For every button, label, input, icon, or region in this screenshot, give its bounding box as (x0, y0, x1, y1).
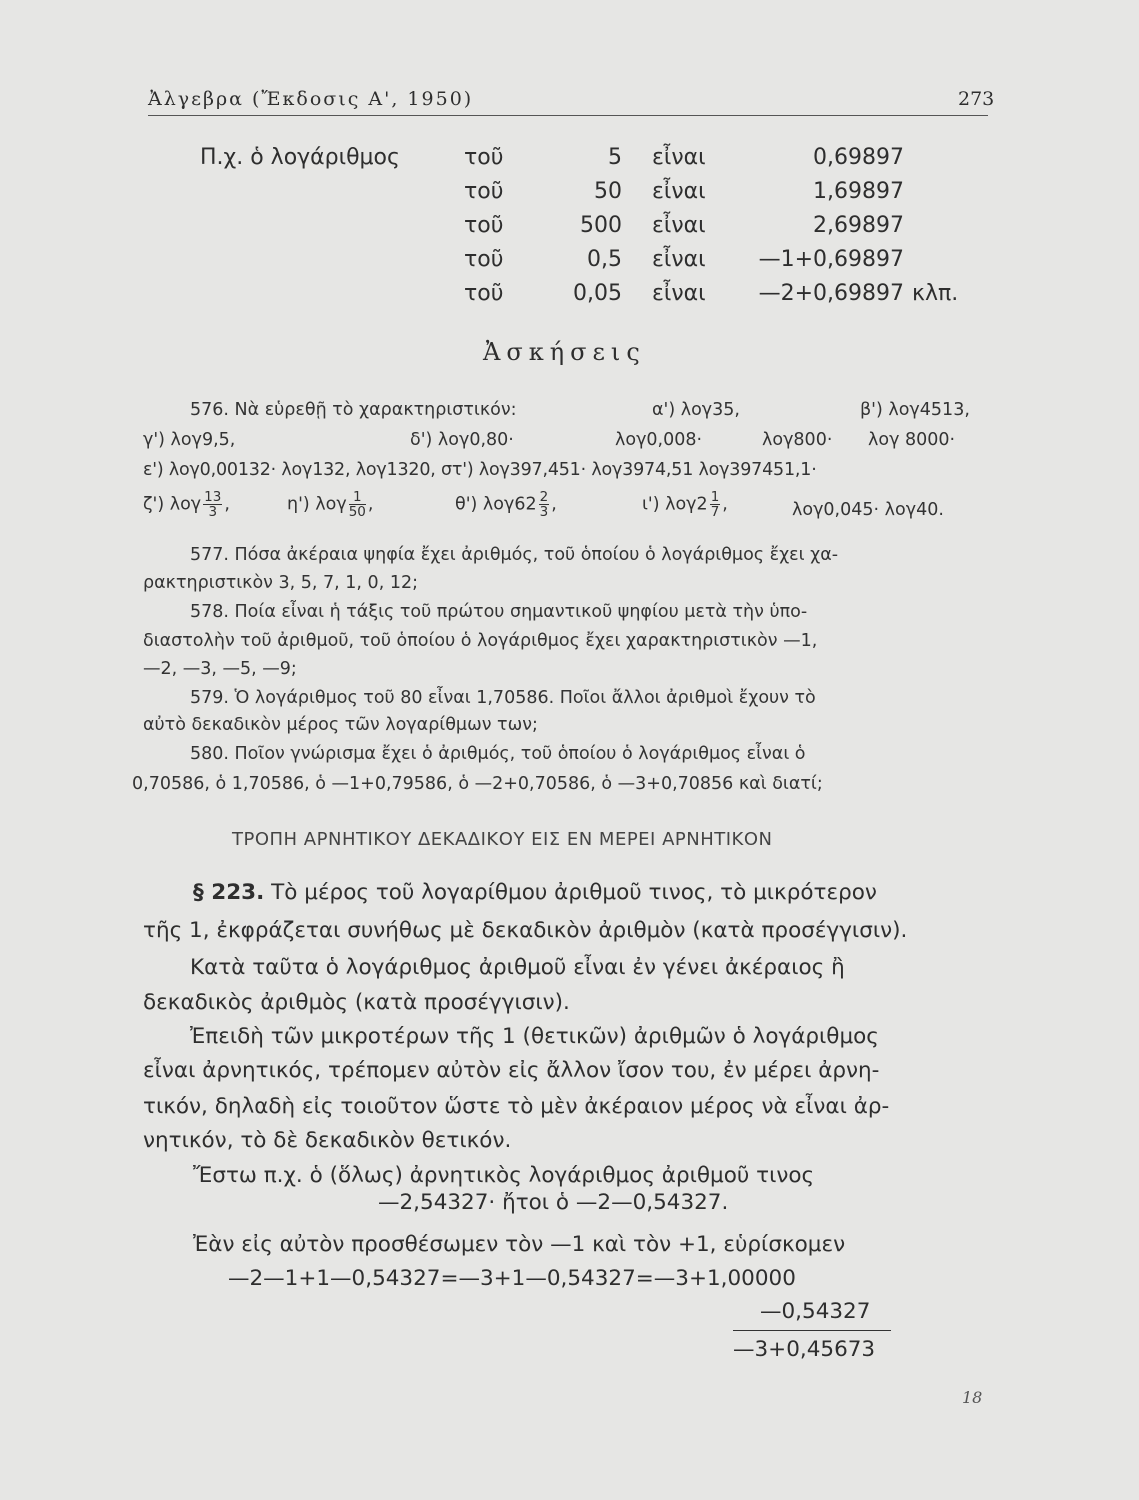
printer-signature: 18 (962, 1388, 983, 1407)
ex576-eta: η') λογ $\frac{1}{50}$ , (287, 489, 374, 520)
ex576-line2b: δ') λογ0,80· (410, 430, 514, 450)
example-row-word: τοῦ (464, 179, 504, 204)
ex578-line3: —2, —3, —5, —9; (143, 659, 297, 679)
example-intro: Π.χ. ὁ λογάριθμος (200, 145, 400, 170)
example-row-number: 5 (608, 145, 622, 170)
ex578-line2: διαστολὴν τοῦ ἀριθμοῦ, τοῦ ὁποίου ὁ λογάριθμος ἔχει χαρακτηριστικὸν —1, (143, 631, 818, 651)
page-number: 273 (958, 88, 995, 110)
fraction-1-50: $\frac{1}{50}$ (348, 489, 366, 520)
example-row-verb: εἶναι (652, 247, 706, 272)
section-heading: ΤΡΟΠΗ ΑΡΝΗΤΙΚΟΥ ΔΕΚΑΔΙΚΟΥ ΕΙΣ ΕΝ ΜΕΡΕΙ ΑΡΝΗΤΙΚΟΝ (232, 829, 773, 850)
ex576-line1b: α') λογ35, (652, 400, 740, 420)
paragraph4-line1: Ἔστω π.χ. ὁ (ὅλως) ἀρνητικὸς λογάριθμος ἀριθμοῦ τινος (193, 1163, 815, 1188)
example-row-value: 1,69897 (813, 179, 904, 204)
example-row-verb: εἶναι (652, 281, 706, 306)
calc-line2: —0,54327 (760, 1299, 871, 1324)
calc-sum-rule (733, 1330, 891, 1331)
paragraph4-line2: —2,54327· ἤτοι ὁ —2—0,54327. (378, 1190, 729, 1215)
example-row-verb: εἶναι (652, 145, 706, 170)
example-row-value: —1+0,69897 (758, 247, 904, 272)
paragraph-223-line1: § 223. Τὸ μέρος τοῦ λογαρίθμου ἀριθμοῦ τινος, τὸ μικρότερον (193, 880, 877, 905)
ex576-line2a: γ') λογ9,5, (143, 430, 236, 450)
ex579-line2: αὐτὸ δεκαδικὸν μέρος τῶν λογαρίθμων των; (143, 715, 538, 735)
header-rule (148, 115, 988, 116)
paragraph3-line2: εἶναι ἀρνητικός, τρέπομεν αὐτὸν εἰς ἄλλον ἴσον του, ἐν μέρει ἀρνη- (143, 1058, 880, 1083)
paragraph2-line2: δεκαδικὸς ἀριθμὸς (κατὰ προσέγγισιν). (143, 990, 570, 1015)
ex576-line2e: λογ 8000· (868, 430, 956, 450)
ex576-line1a: 576. Νὰ εὑρεθῇ τὸ χαρακτηριστικόν: (190, 400, 517, 420)
ex576-line2d: λογ800· (762, 430, 833, 450)
paragraph3-line3: τικόν, δηλαδὴ εἰς τοιοῦτον ὥστε τὸ μὲν ἀκέραιον μέρος νὰ εἶναι ἀρ- (143, 1094, 890, 1119)
example-row-word: τοῦ (464, 145, 504, 170)
ex576-iota: ι') λογ2 $\frac{1}{7}$ , (642, 489, 728, 520)
ex577-line2: ρακτηριστικὸν 3, 5, 7, 1, 0, 12; (143, 573, 418, 593)
paragraph3-line4: νητικόν, τὸ δὲ δεκαδικὸν θετικόν. (143, 1128, 512, 1153)
example-row-number: 50 (594, 179, 622, 204)
ex576-line3: ε') λογ0,00132· λογ132, λογ1320, στ') λογ397,451· λογ3974,51 λογ397451,1· (143, 460, 817, 480)
example-row-value: 0,69897 (813, 145, 904, 170)
example-row-verb: εἶναι (652, 213, 706, 238)
ex576-tail: λογ0,045· λογ40. (792, 500, 944, 520)
example-row-verb: εἶναι (652, 179, 706, 204)
fraction-1-7: $\frac{1}{7}$ (710, 489, 720, 520)
ex580-line2: 0,70586, ὁ 1,70586, ὁ —1+0,79586, ὁ —2+0,70586, ὁ —3+0,70856 καὶ διατί; (132, 774, 823, 794)
example-row-number: 0,5 (587, 247, 622, 272)
ex579-line1: 579. Ὁ λογάριθμος τοῦ 80 εἶναι 1,70586. Ποῖοι ἄλλοι ἀριθμοὶ ἔχουν τὸ (190, 688, 816, 708)
exercises-title: Ἀσκήσεις (483, 338, 646, 366)
ex577-line1: 577. Πόσα ἀκέραια ψηφία ἔχει ἀριθμός, τοῦ ὁποίου ὁ λογάριθμος ἔχει χα- (190, 545, 839, 565)
running-header-title: Ἀλγεβρα (Ἔκδοσις Α', 1950) (148, 88, 474, 110)
ex576-theta: θ') λογ62 $\frac{2}{3}$ , (455, 489, 557, 520)
paragraph3-line1: Ἐπειδὴ τῶν μικροτέρων τῆς 1 (θετικῶν) ἀριθμῶν ὁ λογάριθμος (190, 1024, 879, 1049)
paragraph5-line1: Ἐὰν εἰς αὐτὸν προσθέσωμεν τὸν —1 καὶ τὸν +1, εὑρίσκομεν (193, 1232, 846, 1257)
ex576-line1c: β') λογ4513, (860, 400, 970, 420)
ex576-line2c: λογ0,008· (615, 430, 703, 450)
example-row-number: 500 (580, 213, 622, 238)
ex580-line1: 580. Ποῖον γνώρισμα ἔχει ὁ ἀριθμός, τοῦ ὁποίου ὁ λογάριθμος εἶναι ὁ (190, 744, 806, 764)
ex578-line1: 578. Ποία εἶναι ἡ τάξις τοῦ πρώτου σημαντικοῦ ψηφίου μετὰ τὴν ὑπο- (190, 602, 808, 622)
example-row-value: 2,69897 (813, 213, 904, 238)
example-row-word: τοῦ (464, 213, 504, 238)
fraction-13-3: $\frac{13}{3}$ (204, 489, 222, 520)
calc-line3: —3+0,45673 (733, 1337, 876, 1362)
ex576-zeta: ζ') λογ $\frac{13}{3}$ , (143, 489, 230, 520)
example-row-word: τοῦ (464, 281, 504, 306)
example-row-suffix: κλπ. (912, 281, 959, 306)
calc-line1: —2—1+1—0,54327=—3+1—0,54327=—3+1,00000 (228, 1266, 796, 1291)
fraction-2-3: $\frac{2}{3}$ (539, 489, 549, 520)
paragraph2-line1: Κατὰ ταῦτα ὁ λογάριθμος ἀριθμοῦ εἶναι ἐν γένει ἀκέραιος ἢ (190, 955, 845, 980)
section-number: § 223. (193, 880, 265, 905)
example-row-word: τοῦ (464, 247, 504, 272)
example-row-number: 0,05 (573, 281, 622, 306)
example-row-value: —2+0,69897 (758, 281, 904, 306)
paragraph-223-line2: τῆς 1, ἐκφράζεται συνήθως μὲ δεκαδικὸν ἀριθμὸν (κατὰ προσέγγισιν). (143, 918, 908, 943)
